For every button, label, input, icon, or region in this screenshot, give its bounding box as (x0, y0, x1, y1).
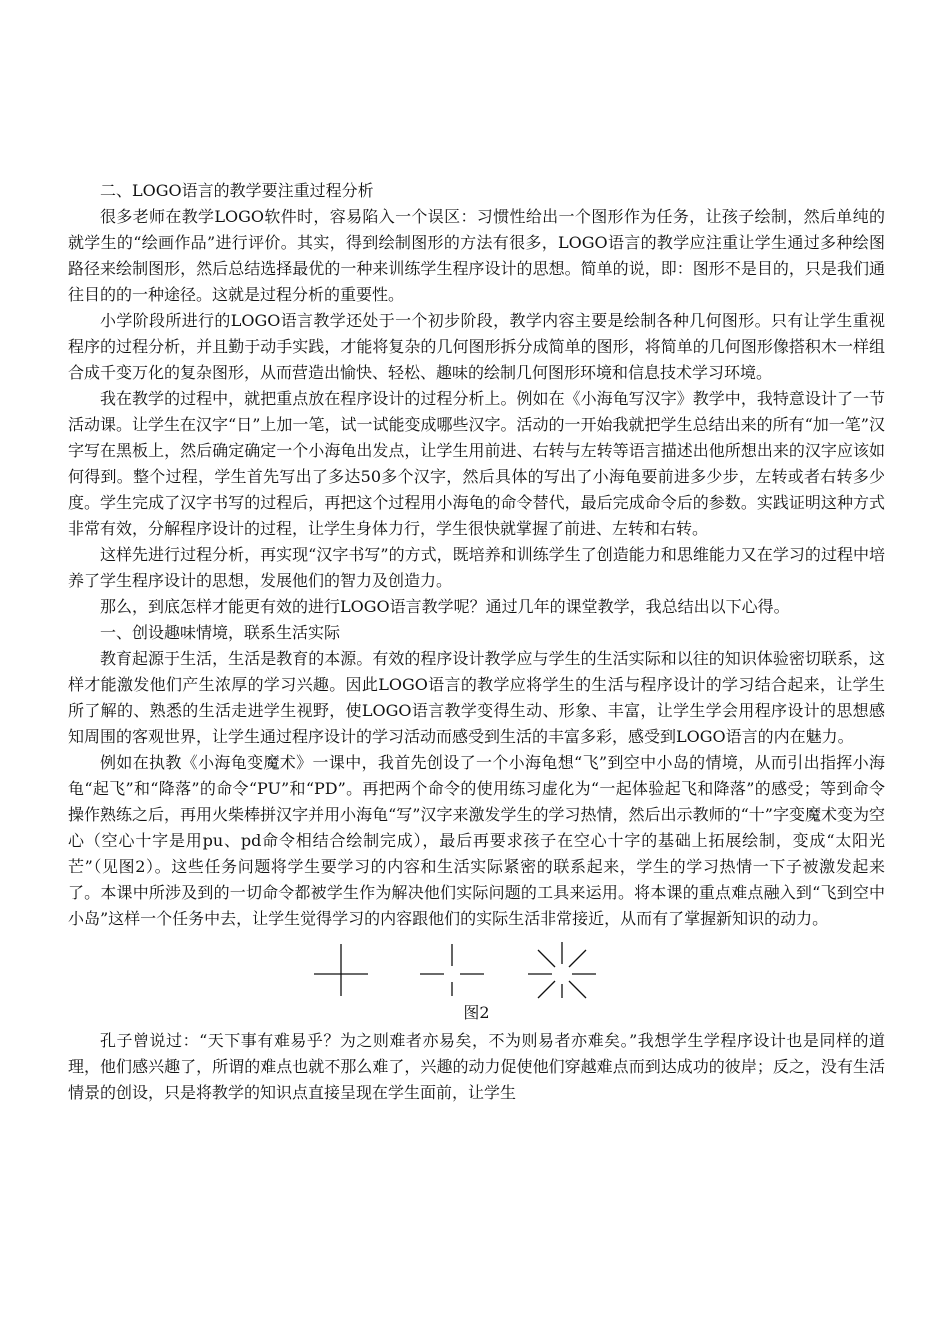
document-page (68, 178, 885, 1106)
figure-caption: 图2 (463, 1003, 490, 1022)
figure-2-drawings (68, 936, 885, 1000)
hollow-cross-drawing (420, 944, 484, 996)
section-heading-life-context: 一、创设趣味情境，联系生活实际 (100, 623, 341, 642)
paragraph: 孔子曾说过：“天下事有难易乎？为之则难者亦易矣，不为则易者亦难矣。”我想学生学程序设计也是同样的道理，他们感兴趣了，所谓的难点也就不那么难了，兴趣的动力促使他们穿越难点而到达成功的彼岸；反之，没有生活情景的创设，只是将教学的知识点直接呈现在学生面前，让学生 (68, 1031, 885, 1102)
paragraph: 这样先进行过程分析，再实现“汉字书写”的方式，既培养和训练学生了创造能力和思维能力又在学习的过程中培养了学生程序设计的思想，发展他们的智力及创造力。 (68, 545, 885, 590)
paragraph: 教育起源于生活，生活是教育的本源。有效的程序设计教学应与学生的生活实际和以往的知识体验密切联系，这样才能激发他们产生浓厚的学习兴趣。因此LOGO语言的教学应将学生的生活与程序设计的学习结合起来，让学生所了解的、熟悉的生活走进学生视野，使LOGO语言教学变得生动、形象、丰富，让学生学会用程序设计的思想感知周围的客观世界，让学生通过程序设计的学习活动而感受到生活的丰富多彩，感受到LOGO语言的内在魅力。 (68, 649, 885, 746)
solid-cross-drawing (314, 944, 368, 996)
sun-rays-drawing (528, 942, 596, 998)
paragraph: 很多老师在教学LOGO软件时，容易陷入一个误区：习惯性给出一个图形作为任务，让孩子绘制，然后单纯的就学生的“绘画作品”进行评价。其实，得到绘制图形的方法有很多，LOGO语言的教学应注重让学生通过多种绘图路径来绘制图形，然后总结选择最优的一种来训练学生程序设计的思想。简单的说，即：图形不是目的，只是我们通往目的的一种途径。这就是过程分析的重要性。 (68, 207, 885, 304)
section-heading-process-analysis: 二、LOGO语言的教学要注重过程分析 (100, 181, 374, 200)
paragraph: 那么，到底怎样才能更有效的进行LOGO语言教学呢？通过几年的课堂教学，我总结出以下心得。 (100, 597, 790, 616)
figure-2 (68, 936, 885, 1024)
paragraph: 小学阶段所进行的LOGO语言教学还处于一个初步阶段，教学内容主要是绘制各种几何图形。只有让学生重视程序的过程分析，并且勤于动手实践，才能将复杂的几何图形拆分成简单的图形，将简单的几何图形像搭积木一样组合成千变万化的复杂图形，从而营造出愉快、轻松、趣味的绘制几何图形环境和信息技术学习环境。 (68, 311, 885, 382)
paragraph: 例如在执教《小海龟变魔术》一课中，我首先创设了一个小海龟想“飞”到空中小岛的情境，从而引出指挥小海龟“起飞”和“降落”的命令“PU”和“PD”。再把两个命令的使用练习虚化为“一起体验起飞和降落”的感受；等到命令操作熟练之后，再用火柴棒拼汉字并用小海龟“写”汉字来激发学生的学习热情，然后出示教师的“十”字变魔术变为空心（空心十字是用pu、pd命令相结合绘制完成），最后再要求孩子在空心十字的基础上拓展绘制，变成“太阳光芒”（见图2）。这些任务问题将学生要学习的内容和生活实际紧密的联系起来，学生的学习热情一下子被激发起来了。本课中所涉及到的一切命令都被学生作为解决他们实际问题的工具来运用。将本课的重点难点融入到“飞到空中小岛”这样一个任务中去，让学生觉得学习的内容跟他们的实际生活非常接近，从而有了掌握新知识的动力。 (68, 753, 885, 928)
paragraph: 我在教学的过程中，就把重点放在程序设计的过程分析上。例如在《小海龟写汉字》教学中，我特意设计了一节活动课。让学生在汉字“日”上加一笔，试一试能变成哪些汉字。活动的一开始我就把学生总结出来的所有“加一笔”汉字写在黑板上，然后确定确定一个小海龟出发点，让学生用前进、右转与左转等语言描述出他所想出来的汉字应该如何得到。整个过程，学生首先写出了多达50多个汉字，然后具体的写出了小海龟要前进多少步，左转或者右转多少度。学生完成了汉字书写的过程后，再把这个过程用小海龟的命令替代，最后完成命令后的参数。实践证明这种方式非常有效，分解程序设计的过程，让学生身体力行，学生很快就掌握了前进、左转和右转。 (68, 389, 885, 538)
